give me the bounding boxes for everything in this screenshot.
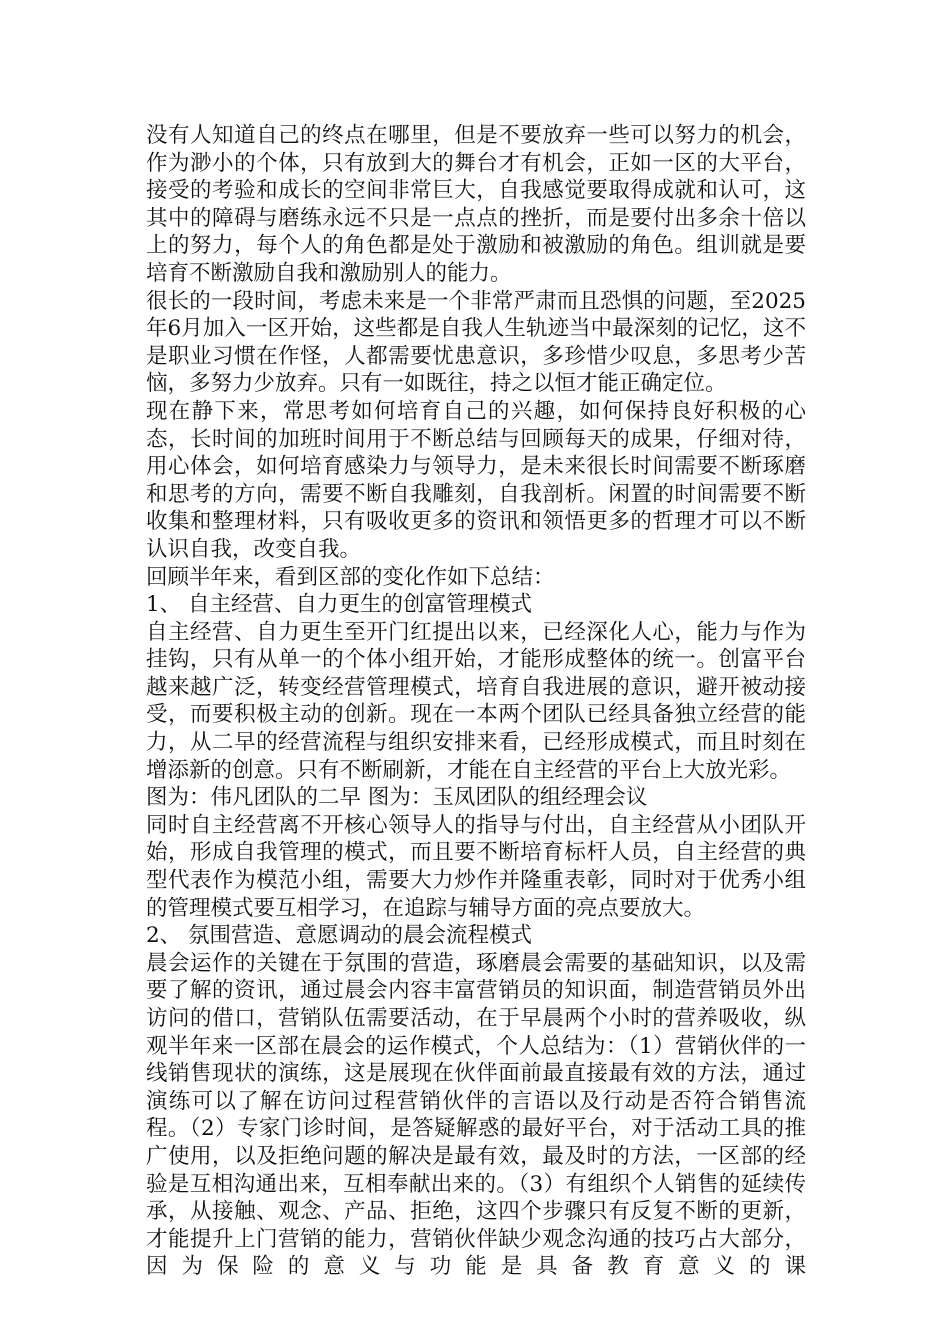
paragraph-morning-meeting: 晨会运作的关键在于氛围的营造，琢磨晨会需要的基础知识，以及需要了解的资讯，通过晨会内容丰富营销员的知识面，制造营销员外出访问的借口，营销队伍需要活动，在于早晨两个小时的营养吸收，纵观半年来一区部在晨会的运作模式，个人总结为：（1）营销伙伴的一线销售现状的演练，这是展现在伙伴面前最直接最有效的方法，通过演练可以了解在访问过程营销伙伴的言语以及行动是否符合销售流程。（2）专家门诊时间，是答疑解惑的最好平台，对于活动工具的推广使用，以及拒绝问题的解决是最有效，最及时的方法，一区部的经验是互相沟通出来，互相奉献出来的。（3）有组织个人销售的延续传承，从接触、观念、产品、拒绝，这四个步骤只有反复不断的更新，才能提升上门营销的能力，营销伙伴缺少观念沟通的技巧占大部分，因为保险的意义与功能是具备教育意义的课 <box>146 950 806 1280</box>
paragraph-self-management: 自主经营、自力更生至开门红提出以来，已经深化人心，能力与作为挂钩，只有从单一的个体小组开始，才能形成整体的统一。创富平台越来越广泛，转变经营管理模式，培育自我进展的意识，避开被动接受，而要积极主动的创新。现在一本两个团队已经具备独立经营的能力，从二早的经营流程与组织安排来看，已经形成模式，而且时刻在增添新的创意。只有不断刷新，才能在自主经营的平台上大放光彩。 <box>146 619 806 783</box>
paragraph-future: 很长的一段时间，考虑未来是一个非常严肃而且恐惧的问题，至2025年6月加入一区开始，这些都是自我人生轨迹当中最深刻的记忆，这不是职业习惯在作怪，人都需要忧患意识，多珍惜少叹息，多思考少苦恼，多努力少放弃。只有一如既往，持之以恒才能正确定位。 <box>146 288 806 397</box>
paragraph-intro: 没有人知道自己的终点在哪里，但是不要放弃一些可以努力的机会，作为渺小的个体，只有放到大的舞台才有机会，正如一区的大平台，接受的考验和成长的空间非常巨大，自我感觉要取得成就和认可，这其中的障碍与磨练永远不只是一点点的挫折，而是要付出多余十倍以上的努力，每个人的角色都是处于激励和被激励的角色。组训就是要培育不断激励自我和激励别人的能力。 <box>146 123 806 286</box>
document-body <box>146 122 806 1281</box>
section-heading-2: 2、 氛围营造、意愿调动的晨会流程模式 <box>146 923 533 949</box>
summary-intro: 回顾半年来，看到区部的变化作如下总结： <box>146 564 555 590</box>
paragraph-leadership: 同时自主经营离不开核心领导人的指导与付出，自主经营从小团队开始，形成自我管理的模式，而且要不断培育标杆人员，自主经营的典型代表作为模范小组，需要大力炒作并隆重表彰，同时对于优秀小组的管理模式要互相学习，在追踪与辅导方面的亮点要放大。 <box>146 812 806 921</box>
image-captions: 图为：伟凡团队的二早 图为：玉凤团队的组经理会议 <box>146 785 648 811</box>
section-heading-1: 1、 自主经营、自力更生的创富管理模式 <box>146 592 533 618</box>
paragraph-reflection: 现在静下来，常思考如何培育自己的兴趣，如何保持良好积极的心态，长时间的加班时间用于不断总结与回顾每天的成果，仔细对待，用心体会，如何培育感染力与领导力，是未来很长时间需要不断琢磨和思考的方向，需要不断自我雕刻，自我剖析。闲置的时间需要不断收集和整理材料，只有吸收更多的资讯和领悟更多的哲理才可以不断认识自我，改变自我。 <box>146 398 806 562</box>
